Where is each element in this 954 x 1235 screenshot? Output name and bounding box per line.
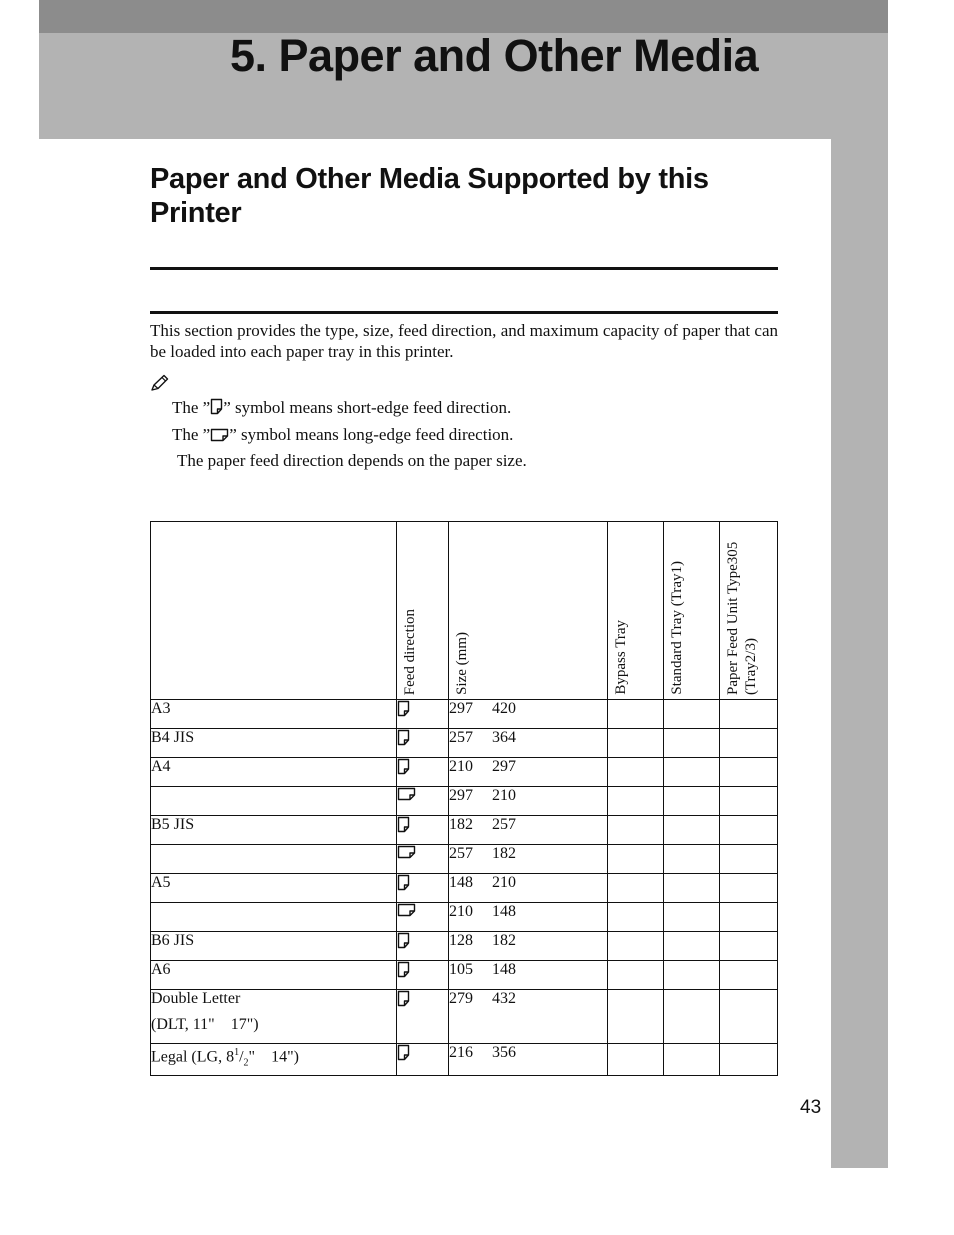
size-width: 148 (449, 874, 473, 891)
note-long-edge (172, 425, 513, 445)
cell-feed-direction (397, 758, 449, 787)
short-edge-feed-icon (397, 1044, 410, 1061)
cell-bypass-tray (608, 990, 664, 1044)
size-height: 148 (492, 961, 516, 978)
cell-paper-feed-unit (720, 700, 778, 729)
header-standard-tray-label: Standard Tray (Tray1) (669, 561, 685, 695)
size-width: 279 (449, 990, 473, 1007)
header-paper-type (151, 522, 397, 700)
cell-standard-tray (664, 816, 720, 845)
short-edge-feed-icon (397, 729, 410, 746)
paper-name: B5 JIS (151, 816, 195, 833)
paper-name: A5 (151, 874, 171, 891)
note-long-edge-post: ” symbol means long-edge feed direction. (229, 425, 514, 444)
cell-standard-tray (664, 961, 720, 990)
note-long-edge-pre: The ” (172, 425, 211, 444)
cell-paper-type (151, 700, 397, 729)
cell-paper-feed-unit (720, 845, 778, 874)
cell-paper-feed-unit (720, 990, 778, 1044)
table-row (151, 874, 778, 903)
size-width: 297 (449, 787, 473, 804)
cell-paper-type (151, 845, 397, 874)
cell-paper-feed-unit (720, 961, 778, 990)
cell-bypass-tray (608, 961, 664, 990)
table-row (151, 816, 778, 845)
cell-standard-tray (664, 787, 720, 816)
cell-feed-direction (397, 816, 449, 845)
size-height: 297 (492, 758, 516, 775)
cell-size (449, 729, 608, 758)
cell-standard-tray (664, 874, 720, 903)
paper-name-slash: / (239, 1048, 244, 1066)
cell-bypass-tray (608, 903, 664, 932)
table-row (151, 903, 778, 932)
page-number: 43 (800, 1097, 822, 1118)
note-short-edge (172, 398, 511, 418)
paper-name: Double Letter (151, 990, 241, 1007)
cell-paper-feed-unit (720, 816, 778, 845)
cell-size (449, 787, 608, 816)
paper-name: A4 (151, 758, 171, 775)
cell-size (449, 961, 608, 990)
short-edge-feed-icon (397, 700, 410, 717)
cell-size (449, 932, 608, 961)
paper-name-sub: 2 (243, 1057, 249, 1069)
note-short-edge-post: ” symbol means short-edge feed direction. (223, 398, 512, 417)
short-edge-feed-icon (397, 990, 410, 1007)
short-edge-feed-icon (397, 961, 410, 978)
short-edge-feed-icon (397, 758, 410, 775)
paper-name: Legal (LG, 8 (151, 1048, 235, 1066)
table-row (151, 845, 778, 874)
size-height: 420 (492, 700, 516, 717)
short-edge-feed-icon (397, 816, 410, 833)
paper-name: A3 (151, 700, 171, 717)
cell-standard-tray (664, 932, 720, 961)
long-edge-feed-icon (210, 428, 229, 442)
cell-feed-direction (397, 845, 449, 874)
size-height: 257 (492, 816, 516, 833)
size-width: 257 (449, 845, 473, 862)
cell-paper-feed-unit (720, 729, 778, 758)
cell-standard-tray (664, 903, 720, 932)
size-width: 128 (449, 932, 473, 949)
cell-paper-type (151, 903, 397, 932)
note-short-edge-pre: The ” (172, 398, 211, 417)
header-paper-feed-unit (720, 522, 778, 700)
size-height: 182 (492, 932, 516, 949)
table-row (151, 729, 778, 758)
short-edge-feed-icon (397, 932, 410, 949)
header-bypass-tray (608, 522, 664, 700)
cell-paper-type (151, 990, 397, 1044)
size-width: 216 (449, 1044, 473, 1061)
cell-feed-direction (397, 932, 449, 961)
long-edge-feed-icon (397, 787, 416, 801)
short-edge-feed-icon (397, 874, 410, 891)
cell-feed-direction (397, 787, 449, 816)
table-row (151, 787, 778, 816)
size-height: 364 (492, 729, 516, 746)
cell-standard-tray (664, 700, 720, 729)
size-height: 148 (492, 903, 516, 920)
cell-size (449, 903, 608, 932)
pencil-icon (150, 374, 170, 392)
table-header-row (151, 522, 778, 700)
cell-bypass-tray (608, 758, 664, 787)
cell-feed-direction (397, 729, 449, 758)
long-edge-feed-icon (397, 903, 416, 917)
cell-bypass-tray (608, 874, 664, 903)
cell-paper-feed-unit (720, 932, 778, 961)
header-size (449, 522, 608, 700)
paper-name: B6 JIS (151, 932, 195, 949)
cell-paper-feed-unit (720, 787, 778, 816)
cell-paper-type (151, 961, 397, 990)
header-bypass-tray-label: Bypass Tray (613, 620, 629, 695)
cell-size (449, 845, 608, 874)
cell-feed-direction (397, 700, 449, 729)
table-row (151, 961, 778, 990)
cell-bypass-tray (608, 845, 664, 874)
cell-bypass-tray (608, 700, 664, 729)
cell-bypass-tray (608, 932, 664, 961)
cell-standard-tray (664, 990, 720, 1044)
cell-size (449, 700, 608, 729)
cell-standard-tray (664, 758, 720, 787)
cell-size (449, 758, 608, 787)
paper-name-post: " 14") (248, 1048, 299, 1066)
cell-bypass-tray (608, 1044, 664, 1076)
table-row (151, 932, 778, 961)
header-standard-tray (664, 522, 720, 700)
cell-standard-tray (664, 729, 720, 758)
size-width: 210 (449, 903, 473, 920)
table-row (151, 700, 778, 729)
intro-paragraph: This section provides the type, size, feed direction, and maximum capacity of paper that can be loaded into each paper tray in this printer. (150, 321, 778, 361)
size-height: 432 (492, 990, 516, 1007)
header-feed-direction (397, 522, 449, 700)
cell-paper-type (151, 758, 397, 787)
cell-feed-direction (397, 990, 449, 1044)
table-body (151, 700, 778, 1076)
cell-paper-feed-unit (720, 874, 778, 903)
header-size-label: Size (mm) (454, 632, 470, 695)
table-row (151, 758, 778, 787)
cell-bypass-tray (608, 816, 664, 845)
paper-name: A6 (151, 961, 171, 978)
cell-paper-type (151, 874, 397, 903)
size-width: 210 (449, 758, 473, 775)
size-width: 105 (449, 961, 473, 978)
cell-feed-direction (397, 1044, 449, 1076)
cell-paper-type (151, 932, 397, 961)
long-edge-feed-icon (397, 845, 416, 859)
size-height: 210 (492, 874, 516, 891)
size-width: 297 (449, 700, 473, 717)
section-rule-top (150, 267, 778, 270)
cell-paper-feed-unit (720, 758, 778, 787)
cell-paper-type (151, 729, 397, 758)
paper-media-table (150, 521, 778, 1076)
cell-bypass-tray (608, 729, 664, 758)
paper-name-detail: (DLT, 11" 17") (151, 1016, 259, 1033)
cell-size (449, 816, 608, 845)
cell-paper-feed-unit (720, 903, 778, 932)
header-feed-direction-label: Feed direction (402, 608, 418, 695)
cell-feed-direction (397, 903, 449, 932)
cell-feed-direction (397, 874, 449, 903)
paper-name-sup: 1 (234, 1047, 240, 1058)
cell-size (449, 1044, 608, 1076)
size-height: 210 (492, 787, 516, 804)
size-height: 182 (492, 845, 516, 862)
cell-paper-feed-unit (720, 1044, 778, 1076)
section-title: Paper and Other Media Supported by this Printer (150, 163, 709, 229)
short-edge-feed-icon (210, 398, 223, 415)
cell-standard-tray (664, 1044, 720, 1076)
cell-paper-type (151, 787, 397, 816)
cell-size (449, 874, 608, 903)
size-width: 182 (449, 816, 473, 833)
size-height: 356 (492, 1044, 516, 1061)
header-paper-feed-unit-label: Paper Feed Unit Type305 (Tray2/3) (725, 541, 759, 695)
cell-feed-direction (397, 961, 449, 990)
table-row (151, 1044, 778, 1076)
note-feed-direction: The paper feed direction depends on the paper size. (177, 451, 527, 470)
size-width: 257 (449, 729, 473, 746)
cell-bypass-tray (608, 787, 664, 816)
section-rule-bottom (150, 311, 778, 314)
cell-paper-type (151, 816, 397, 845)
cell-standard-tray (664, 845, 720, 874)
paper-name: B4 JIS (151, 729, 195, 746)
chapter-title: 5. Paper and Other Media (230, 30, 759, 81)
table-row (151, 990, 778, 1044)
side-margin-bar (831, 139, 888, 1168)
cell-paper-type (151, 1044, 397, 1076)
cell-size (449, 990, 608, 1044)
header-top-strip (39, 0, 888, 33)
